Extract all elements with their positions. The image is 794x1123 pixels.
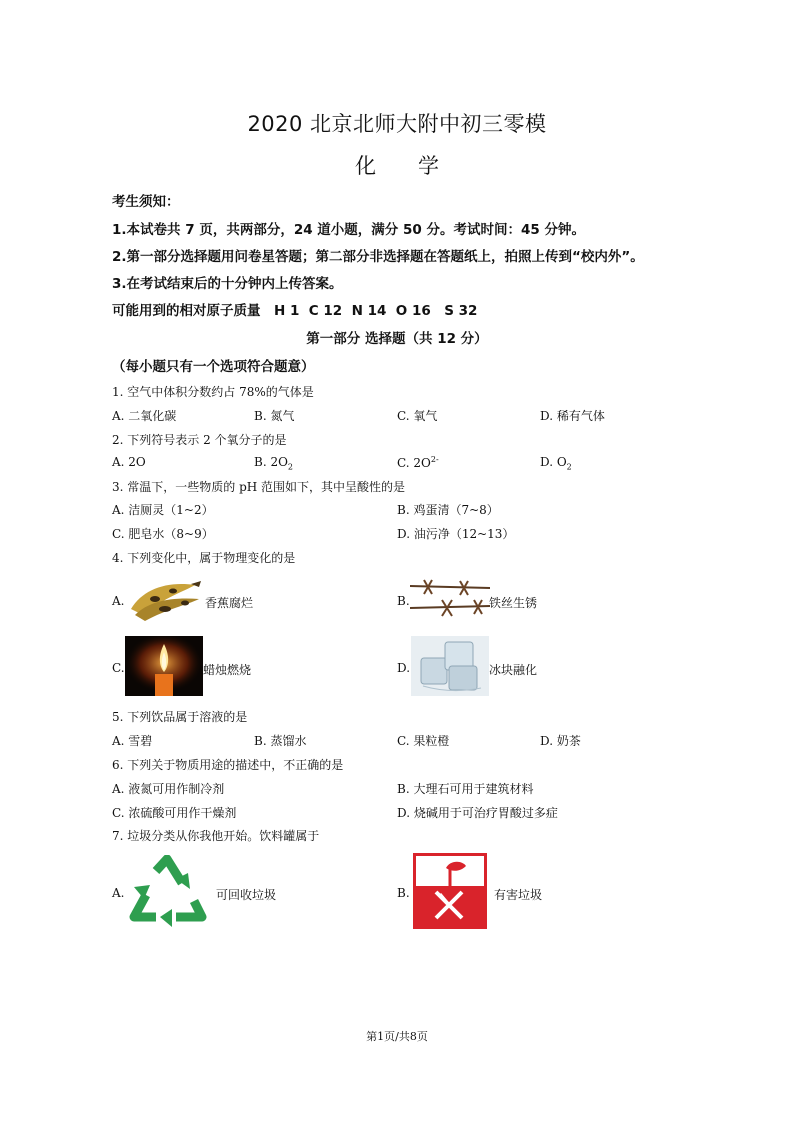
notice-heading: 考生须知： [112,194,180,210]
question-4-stem: 4. 下列变化中，属于物理变化的是 [112,551,296,565]
q4-letter-c: C. [112,661,125,675]
ice-cube-image [411,636,489,696]
q1-option-a: A. 二氧化碳 [112,409,177,423]
q5-option-b: B. 蒸馏水 [254,734,307,748]
q2-option-b: B. $2O_2$ [254,455,294,472]
q4-letter-d: D. [397,661,411,675]
q1-option-b: B. 氮气 [254,409,295,423]
banana-image [125,575,205,623]
subject-title: 化 学 [355,154,439,178]
q2-option-c: C. $2O^{2-}$ [397,455,439,470]
q5-option-d: D. 奶茶 [540,734,581,748]
candle-image [125,636,203,696]
question-6-stem: 6. 下列关于物质用途的描述中，不正确的是 [112,758,344,772]
atomic-mass-line: 可能用到的相对原子质量 H 1 C 12 N 14 O 16 S 32 [112,303,478,319]
q6-option-c: C. 浓硫酸可用作干燥剂 [112,806,237,820]
q7-label-b: 有害垃圾 [494,888,543,902]
q4-letter-b: B. [397,594,410,608]
notice-item-3: 3.在考试结束后的十分钟内上传答案。 [112,276,343,292]
q3-option-a: A. 洁厕灵（1~2） [112,503,214,517]
q1-option-d: D. 稀有气体 [540,409,605,423]
q4-label-b: 铁丝生锈 [489,596,538,610]
q6-option-b: B. 大理石可用于建筑材料 [397,782,534,796]
page-footer: 第1页/共8页 [366,1030,428,1043]
question-1-stem: 1. 空气中体积分数约占 78%的气体是 [112,385,314,399]
q3-option-c: C. 肥皂水（8~9） [112,527,214,541]
hazardous-waste-icon [413,853,487,929]
recycle-icon [126,855,208,931]
q7-letter-b: B. [397,886,410,900]
q5-option-c: C. 果粒橙 [397,734,450,748]
section-note: （每小题只有一个选项符合题意） [112,359,315,375]
question-3-stem: 3. 常温下，一些物质的 pH 范围如下，其中呈酸性的是 [112,480,406,494]
q2-option-d: D. $O_2$ [540,455,572,472]
q7-letter-a: A. [112,886,125,900]
q4-label-a: 香蕉腐烂 [205,596,254,610]
question-5-stem: 5. 下列饮品属于溶液的是 [112,710,248,724]
notice-item-1: 1.本试卷共 7 页，共两部分，24 道小题，满分 50 分。考试时间：45 分钟。 [112,222,585,238]
q5-option-a: A. 雪碧 [112,734,153,748]
q6-option-a: A. 液氮可用作制冷剂 [112,782,225,796]
q4-letter-a: A. [112,594,125,608]
q2-option-a: A. 2O [112,455,146,469]
q4-label-c: 蜡烛燃烧 [203,663,252,677]
q4-label-d: 冰块融化 [489,663,538,677]
notice-item-2: 2.第一部分选择题用问卷星答题；第二部分非选择题在答题纸上，拍照上传到“校内外”。 [112,249,644,265]
question-7-stem: 7. 垃圾分类从你我他开始。饮料罐属于 [112,829,320,843]
q3-option-b: B. 鸡蛋清（7~8） [397,503,499,517]
q7-label-a: 可回收垃圾 [216,888,277,902]
section-title: 第一部分 选择题（共 12 分） [306,331,488,347]
q3-option-d: D. 油污净（12~13） [397,527,515,541]
q1-option-c: C. 氧气 [397,409,438,423]
question-2-stem: 2. 下列符号表示 2 个氧分子的是 [112,433,287,447]
barbed-wire-image [410,576,490,622]
exam-title: 2020 北京北师大附中初三零模 [247,112,547,136]
q6-option-d: D. 烧碱用于可治疗胃酸过多症 [397,806,558,820]
